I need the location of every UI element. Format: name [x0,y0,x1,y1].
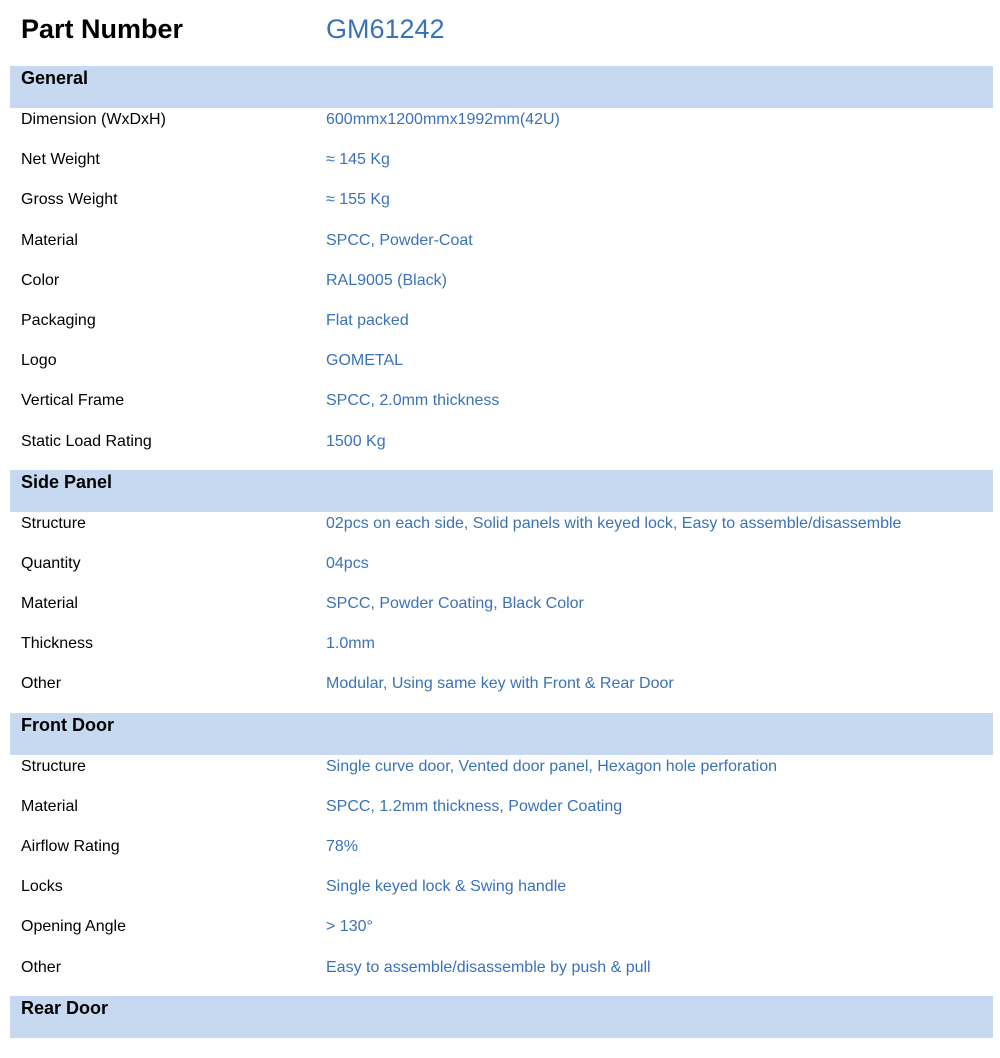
spec-label: Thickness [21,635,94,653]
spec-value: Flat packed [326,311,409,329]
spec-label: Color [21,271,60,289]
section-title: General [21,68,89,88]
spec-value: 1500 Kg [326,432,386,450]
spec-row [10,755,993,795]
spec-label: Opening Angle [21,918,126,936]
section-title: Front Door [21,714,114,735]
spec-label: Material [21,797,78,815]
section-header [10,996,993,1038]
spec-sheet [10,0,993,1038]
spec-value: 78% [326,838,359,855]
part-number-row [10,0,993,66]
spec-value: 1.0mm [326,635,375,653]
spec-label: Logo [21,352,57,370]
spec-row [10,956,993,996]
spec-label: Static Load Rating [21,432,152,450]
section-header [10,713,993,755]
spec-label: Structure [21,514,86,532]
section-title: Side Panel [21,471,113,492]
part-number-value: GM61242 [326,14,445,44]
spec-row [10,430,993,470]
spec-value: RAL9005 (Black) [326,271,447,289]
spec-row [10,875,993,915]
spec-value: ≈ 145 Kg [326,151,390,169]
spec-label: Gross Weight [21,191,118,209]
spec-value: > 130° [326,918,373,936]
spec-row [10,512,993,552]
spec-value: Modular, Using same key with Front & Rear Door [326,675,674,693]
spec-value: SPCC, 1.2mm thickness, Powder Coating [326,797,623,815]
spec-sections [10,66,993,1038]
spec-label: Locks [21,878,63,896]
spec-row [10,795,993,835]
spec-value: SPCC, Powder-Coat [326,231,473,249]
section-header [10,66,993,108]
spec-row [10,349,993,389]
spec-label: Material [21,231,78,249]
spec-value: Single keyed lock & Swing handle [326,878,567,896]
spec-label: Packaging [21,311,96,329]
spec-row [10,309,993,349]
spec-row [10,269,993,309]
spec-row [10,229,993,269]
spec-value: SPCC, 2.0mm thickness [326,392,500,410]
spec-row [10,389,993,429]
spec-value: SPCC, Powder Coating, Black Color [326,595,584,613]
spec-value: GOMETAL [326,352,404,370]
spec-row [10,672,993,712]
spec-label: Other [21,958,62,976]
spec-value: 02pcs on each side, Solid panels with keyed lock, Easy to assemble/disassemble [326,514,902,532]
spec-value: 04pcs [326,554,369,572]
spec-label: Airflow Rating [21,838,120,855]
part-number-label: Part Number [21,14,184,44]
spec-value: 600mmx1200mmx1992mm(42U) [326,111,560,128]
spec-label: Net Weight [21,151,100,169]
spec-value: Single curve door, Vented door panel, Hexagon hole perforation [326,757,777,775]
spec-row [10,632,993,672]
spec-label: Vertical Frame [21,392,125,410]
spec-label: Structure [21,757,86,775]
spec-row [10,835,993,875]
spec-label: Other [21,675,62,693]
spec-row [10,108,993,148]
spec-row [10,188,993,228]
spec-label: Dimension (WxDxH) [21,111,166,128]
spec-row [10,148,993,188]
spec-value: Easy to assemble/disassemble by push & pull [326,958,651,976]
spec-row [10,915,993,955]
spec-row [10,592,993,632]
spec-label: Quantity [21,554,81,572]
section-title: Rear Door [21,997,109,1018]
spec-row [10,552,993,592]
spec-value: ≈ 155 Kg [326,191,390,209]
spec-label: Material [21,595,78,613]
section-header [10,470,993,512]
